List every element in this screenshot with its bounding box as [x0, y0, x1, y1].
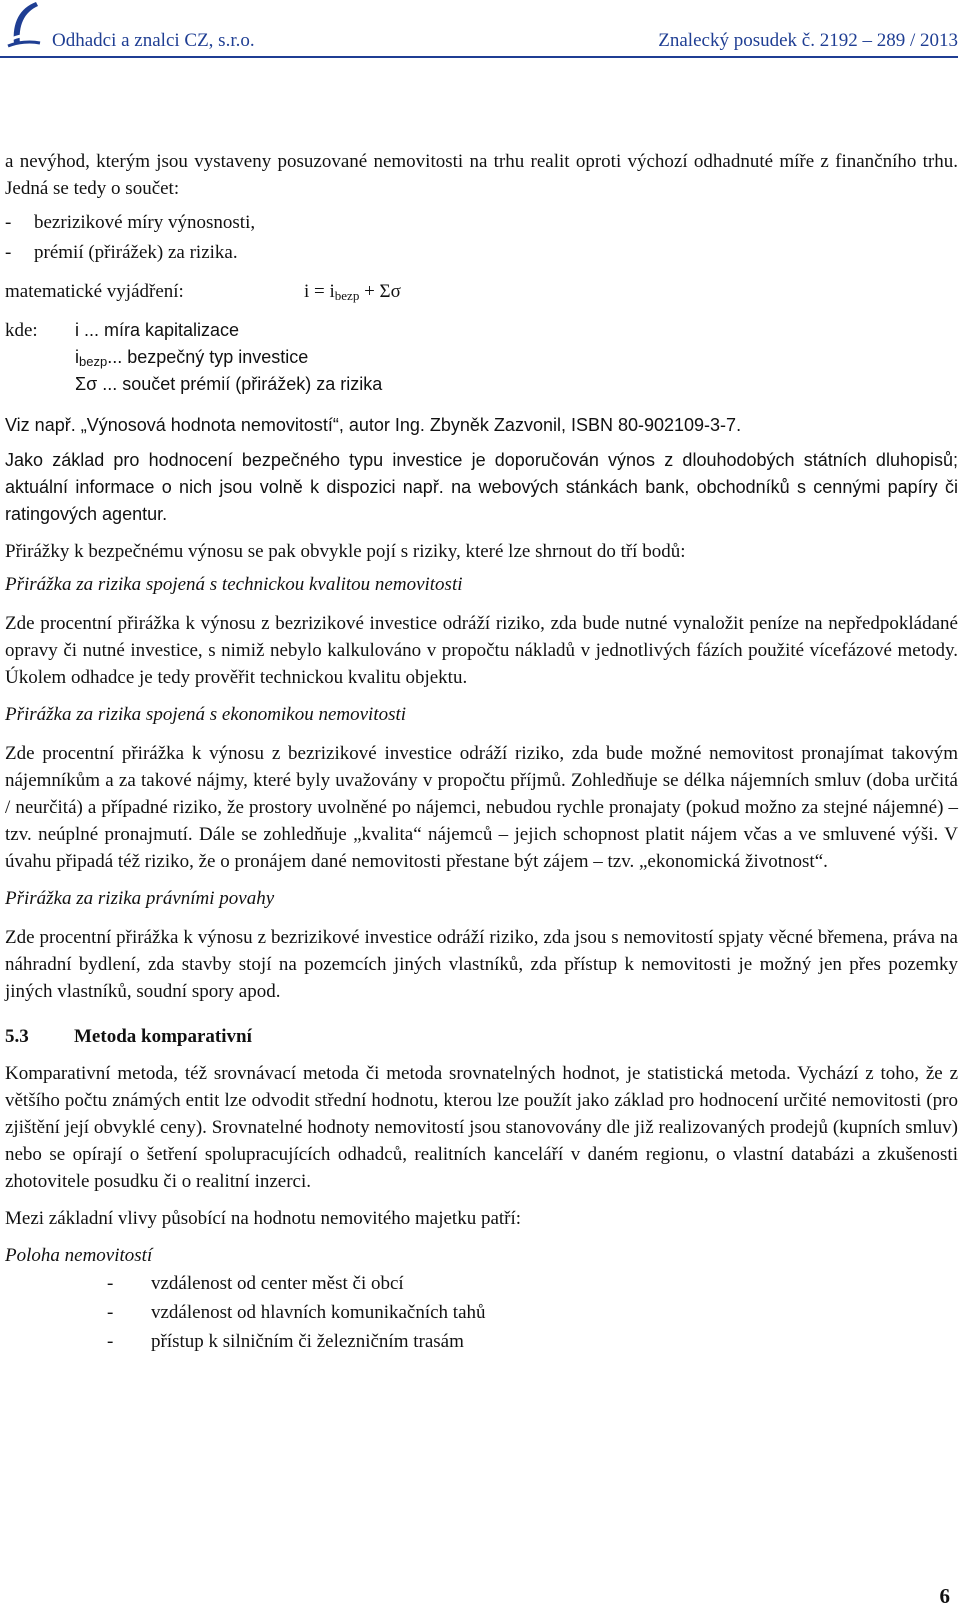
header-divider — [0, 56, 958, 58]
definition-item: i ... míra kapitalizace — [75, 320, 240, 340]
formula-label: matematické vyjádření: — [5, 281, 184, 302]
subheading-technical: Přirážka za rizika spojená s technickou kvalitou nemovitosti — [5, 574, 463, 595]
definition-item: $i_{bezp}$... bezpečný typ investice — [75, 347, 309, 369]
intro-paragraph: a nevýhod, kterým jsou vystaveny posuzované nemovitosti na trhu realit oproti výchozí odhadnuté míře z finančního trhu. Jedná se tedy o součet: — [5, 151, 958, 199]
paragraph-legal: Zde procentní přirážka k výnosu z bezrizikové investice odráží riziko, zda jsou s nemovitostí spjaty věcné břemena, práva na náhradní bydlení, zda stavby stojí na pozemcích jiných vlastníků, zda přístup k nemovitosti je možný jen přes pozemky jiných vlastníků, soudní spory apod. — [5, 927, 958, 1002]
location-list — [107, 1269, 958, 1356]
paragraph-technical: Zde procentní přirážka k výnosu z bezrizikové investice odráží riziko, zda bude nutné vynaložit peníze na nepředpokládané opravy či nutné investice, s nimiž nebylo kalkulováno v propočtu nákladů v jednotlivých fázích použité vícefázové metody. Úkolem odhadce je tedy prověřit technickou kvalitu objektu. — [5, 613, 958, 688]
definitions-list — [75, 317, 958, 398]
paragraph-jako: Jako základ pro hodnocení bezpečného typu investice je doporučován výnos z dlouhodobých státních dluhopisů; aktuální informace o nich jsou volně k dispozici např. na webových stánkách bank, obchodníků s cennými papíry či ratingových agentur. — [5, 450, 958, 524]
list-item: - vzdálenost od center měst či obcí — [107, 1273, 404, 1294]
definition-item: Σσ ... součet prémií (přirážek) za rizika — [75, 374, 383, 394]
list-item: - vzdálenost od hlavních komunikačních tahů — [107, 1302, 486, 1323]
company-name: Odhadci a znalci CZ, s.r.o. — [52, 30, 255, 51]
section-heading: 5.3 Metoda komparativní — [5, 1026, 252, 1047]
paragraph-prirazky: Přirážky k bezpečnému výnosu se pak obvykle pojí s riziky, které lze shrnout do tří bodů: — [5, 541, 686, 562]
definitions — [5, 317, 958, 398]
subheading-location: Poloha nemovitostí — [5, 1245, 153, 1266]
definitions-label: kde: — [5, 320, 38, 341]
components-list — [5, 208, 958, 268]
paragraph-influences: Mezi základní vlivy působící na hodnotu nemovitého majetku patří: — [5, 1208, 522, 1229]
company-logo-icon — [6, 0, 42, 52]
reference-paragraph: Viz např. „Výnosová hodnota nemovitostí“, autor Ing. Zbyněk Zazvonil, ISBN 80-902109-3-7. — [5, 415, 742, 435]
list-item: - přístup k silničním či železničním trasám — [107, 1331, 464, 1352]
formula-row — [5, 278, 958, 305]
subheading-legal: Přirážka za rizika právními povahy — [5, 888, 275, 909]
document-body — [5, 148, 958, 1356]
paragraph-comparative: Komparativní metoda, též srovnávací metoda či metoda srovnatelných hodnot, je statistická metoda. Vychází z toho, že z většího počtu známých entit lze odvodit střední hodnotu, kterou lze použít jako základ pro hodnocení určité nemovitosti (pro zjištění její obvyklé ceny). Srovnatelné hodnoty nemovitostí jsou stanovovány dle již realizovaných prodejů (kupních smluv) nebo se opírají o šetření spolupracujících odhadců, realitních kanceláří v daném regionu, o vlastní databázi a zkušenosti zhotovitele posudku či o realitní inzerci. — [5, 1063, 958, 1192]
list-item: - prémií (přirážek) za rizika. — [5, 242, 238, 263]
formula: $i = i_{bezp} + \Sigma\sigma$ — [304, 281, 401, 303]
subheading-economic: Přirážka za rizika spojená s ekonomikou nemovitosti — [5, 704, 407, 725]
page-header — [0, 0, 960, 58]
report-number: Znalecký posudek č. 2192 – 289 / 2013 — [658, 30, 958, 51]
list-item: - bezrizikové míry výnosnosti, — [5, 212, 256, 233]
page-number: 6 — [939, 1584, 950, 1608]
paragraph-economic: Zde procentní přirážka k výnosu z bezrizikové investice odráží riziko, zda bude možné nemovitost pronajímat takovým nájemníkům a za takové nájmy, které byly uvažovány v propočtu příjmů. Zohledňuje se délka nájemních smluv (doba určitá / neurčitá) a případné riziko, že prostory uvolněné po nájemci, nebudou rychle pronajaty (pokud možno za stejné nájemné) – tzv. neúplné pronajmutí. Dále se zohledňuje „kvalita“ nájemců – jejich schopnost platit nájem včas a ve smluvené výši. V úvahu připadá též riziko, že o pronájem dané nemovitosti přestane být zájem – tzv. „ekonomická životnost“. — [5, 743, 958, 872]
